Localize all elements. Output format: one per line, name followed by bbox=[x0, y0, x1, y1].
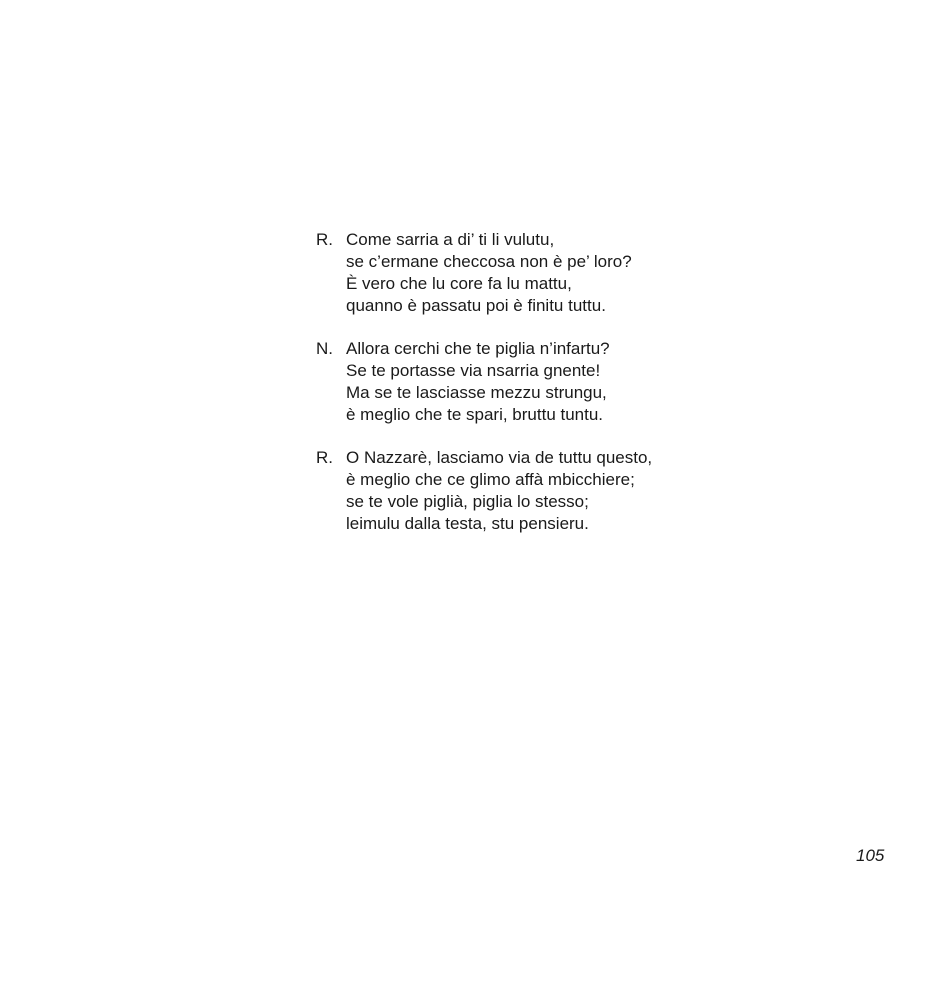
verse-line bbox=[316, 513, 736, 535]
verse-text: è meglio che ce glimo affà mbicchiere; bbox=[346, 470, 635, 489]
verse-text: Come sarria a di’ ti li vulutu, bbox=[346, 230, 555, 249]
verse-line bbox=[316, 273, 736, 295]
verse-line bbox=[316, 229, 736, 251]
verse-text: è meglio che te spari, bruttu tuntu. bbox=[346, 405, 604, 424]
verse-line bbox=[316, 251, 736, 273]
verse-text: O Nazzarè, lasciamo via de tuttu questo, bbox=[346, 448, 653, 467]
verse-line bbox=[316, 295, 736, 317]
verse-text: se c’ermane checcosa non è pe’ loro? bbox=[346, 252, 632, 271]
verse-line bbox=[316, 338, 736, 360]
verse-text: Se te portasse via nsarria gnente! bbox=[346, 361, 601, 380]
verse-line bbox=[316, 382, 736, 404]
stanza-2 bbox=[316, 338, 736, 426]
speaker-label: N. bbox=[316, 339, 333, 358]
verse-line bbox=[316, 447, 736, 469]
page-number: 105 bbox=[856, 846, 885, 865]
verse-text: Allora cerchi che te piglia n’infartu? bbox=[346, 339, 610, 358]
poem bbox=[316, 229, 736, 556]
verse-text: se te vole piglià, piglia lo stesso; bbox=[346, 492, 589, 511]
verse-text: È vero che lu core fa lu mattu, bbox=[346, 274, 572, 293]
verse-line bbox=[316, 491, 736, 513]
stanza-3 bbox=[316, 447, 736, 535]
verse-text: Ma se te lasciasse mezzu strungu, bbox=[346, 383, 607, 402]
speaker-label: R. bbox=[316, 230, 333, 249]
verse-text: quanno è passatu poi è finitu tuttu. bbox=[346, 296, 606, 315]
stanza-1 bbox=[316, 229, 736, 317]
speaker-label: R. bbox=[316, 448, 333, 467]
verse-text: leimulu dalla testa, stu pensieru. bbox=[346, 514, 589, 533]
verse-line bbox=[316, 469, 736, 491]
verse-line bbox=[316, 360, 736, 382]
verse-line bbox=[316, 404, 736, 426]
